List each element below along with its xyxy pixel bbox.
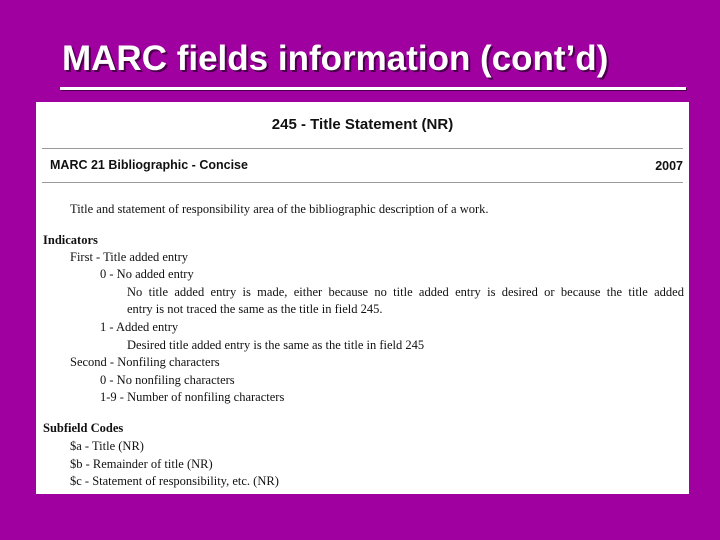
subfield-code-a: $a - Title (NR): [70, 439, 144, 453]
indicators-heading: Indicators: [43, 233, 98, 247]
format-name: MARC 21 Bibliographic - Concise: [50, 158, 248, 172]
field-description: Title and statement of responsibility area of the bibliographic description of a work.: [70, 202, 489, 216]
second-indicator-value-1-9: 1-9 - Number of nonfiling characters: [100, 390, 285, 404]
subheading-divider: [42, 182, 683, 183]
marc-document-panel: [36, 102, 689, 494]
first-indicator-value-1: 1 - Added entry: [100, 320, 179, 334]
field-heading: 245 - Title Statement (NR): [271, 116, 454, 133]
second-indicator-value-0: 0 - No nonfiling characters: [100, 373, 235, 387]
first-indicator-label: First - Title added entry: [70, 250, 189, 264]
format-year: 2007: [655, 159, 683, 173]
first-indicator-value-0-description-cont: entry is not traced the same as the title in field 245.: [127, 302, 383, 316]
heading-divider: [42, 148, 683, 149]
subfield-code-b: $b - Remainder of title (NR): [70, 457, 213, 471]
first-indicator-value-0: 0 - No added entry: [100, 267, 194, 281]
second-indicator-label: Second - Nonfiling characters: [70, 355, 220, 369]
first-indicator-value-0-description: No title added entry is made, either because no title added entry is desired or because the title added: [127, 285, 684, 299]
title-underline: [60, 87, 686, 90]
slide-title: MARC fields information (cont’d): [62, 39, 609, 78]
subfield-code-c: $c - Statement of responsibility, etc. (NR): [70, 474, 279, 488]
first-indicator-value-1-description: Desired title added entry is the same as the title in field 245: [127, 338, 425, 352]
subfield-codes-heading: Subfield Codes: [43, 421, 124, 435]
